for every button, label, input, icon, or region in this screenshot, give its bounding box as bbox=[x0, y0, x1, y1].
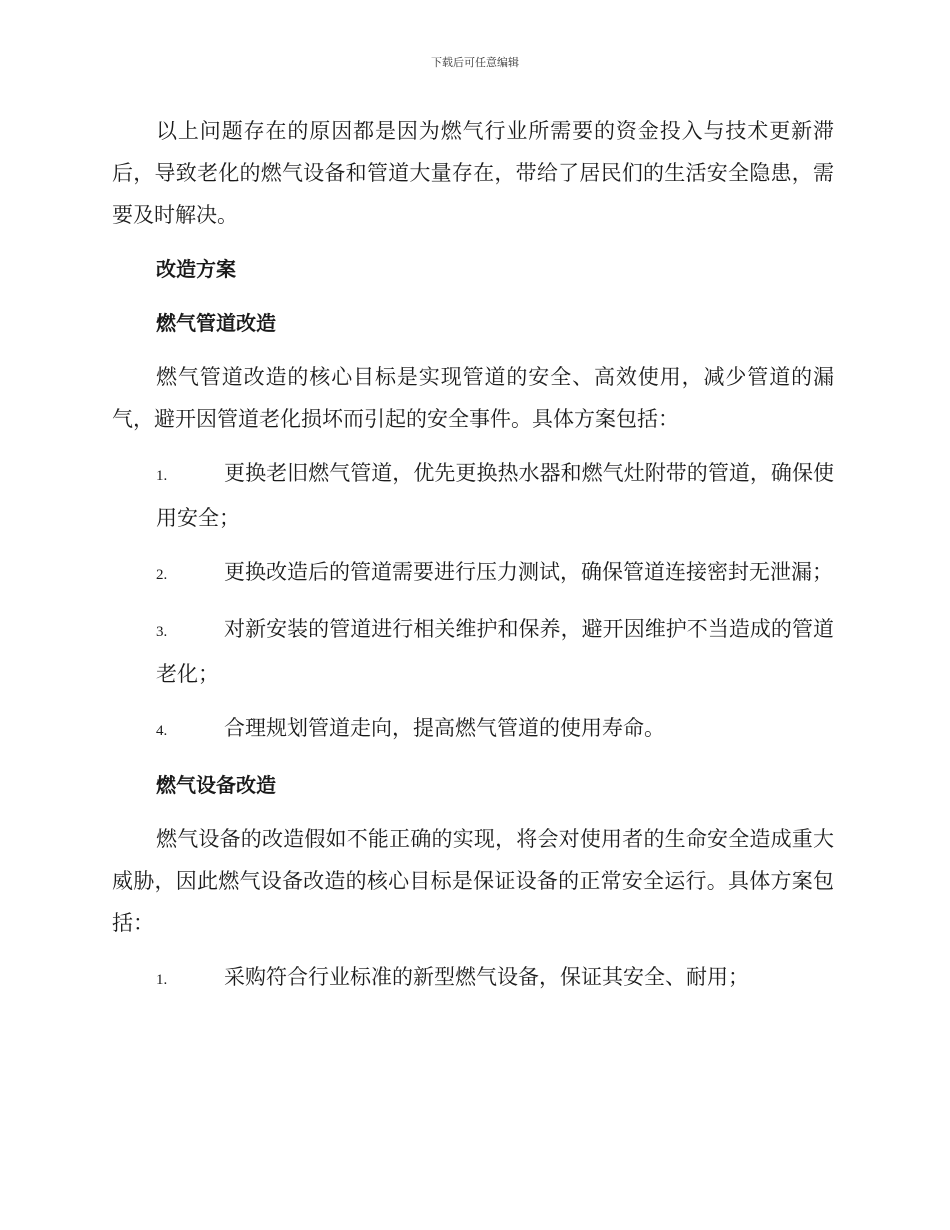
heading-pipeline-renovation: 燃气管道改造 bbox=[156, 311, 276, 335]
paragraph-cause: 以上问题存在的原因都是因为燃气行业所需要的资金投入与技术更新滞后，导致老化的燃气设备和管道大量存在，带给了居民们的生活安全隐患，需要及时解决。 bbox=[112, 119, 834, 227]
list-text: 更换改造后的管道需要进行压力测试，确保管道连接密封无泄漏； bbox=[224, 560, 833, 584]
list-item bbox=[112, 608, 834, 695]
list-text: 更换老旧燃气管道，优先更换热水器和燃气灶附带的管道，确保使用安全； bbox=[156, 461, 834, 530]
heading-renovation-plan: 改造方案 bbox=[156, 257, 236, 281]
list-item bbox=[112, 551, 834, 596]
list-item bbox=[112, 452, 834, 539]
list-number: 3. bbox=[156, 624, 168, 640]
list-text: 对新安装的管道进行相关维护和保养，避开因维护不当造成的管道老化； bbox=[156, 617, 834, 686]
list-text: 合理规划管道走向，提高燃气管道的使用寿命。 bbox=[224, 716, 665, 740]
list-item bbox=[112, 956, 834, 1001]
list-number: 1. bbox=[156, 972, 168, 988]
document-body bbox=[112, 110, 834, 1013]
page-header: 下载后可任意编辑 bbox=[431, 56, 519, 69]
paragraph-pipeline-goal: 燃气管道改造的核心目标是实现管道的安全、高效使用，减少管道的漏气，避开因管道老化损坏而引起的安全事件。具体方案包括： bbox=[112, 365, 834, 431]
heading-equipment-renovation: 燃气设备改造 bbox=[156, 773, 276, 797]
list-number: 4. bbox=[156, 723, 168, 739]
list-number: 1. bbox=[156, 468, 168, 484]
paragraph-equipment-goal: 燃气设备的改造假如不能正确的实现，将会对使用者的生命安全造成重大威胁，因此燃气设备改造的核心目标是保证设备的正常安全运行。具体方案包括： bbox=[112, 827, 834, 935]
list-item bbox=[112, 707, 834, 752]
list-text: 采购符合行业标准的新型燃气设备，保证其安全、耐用； bbox=[224, 965, 749, 989]
list-number: 2. bbox=[156, 567, 168, 583]
